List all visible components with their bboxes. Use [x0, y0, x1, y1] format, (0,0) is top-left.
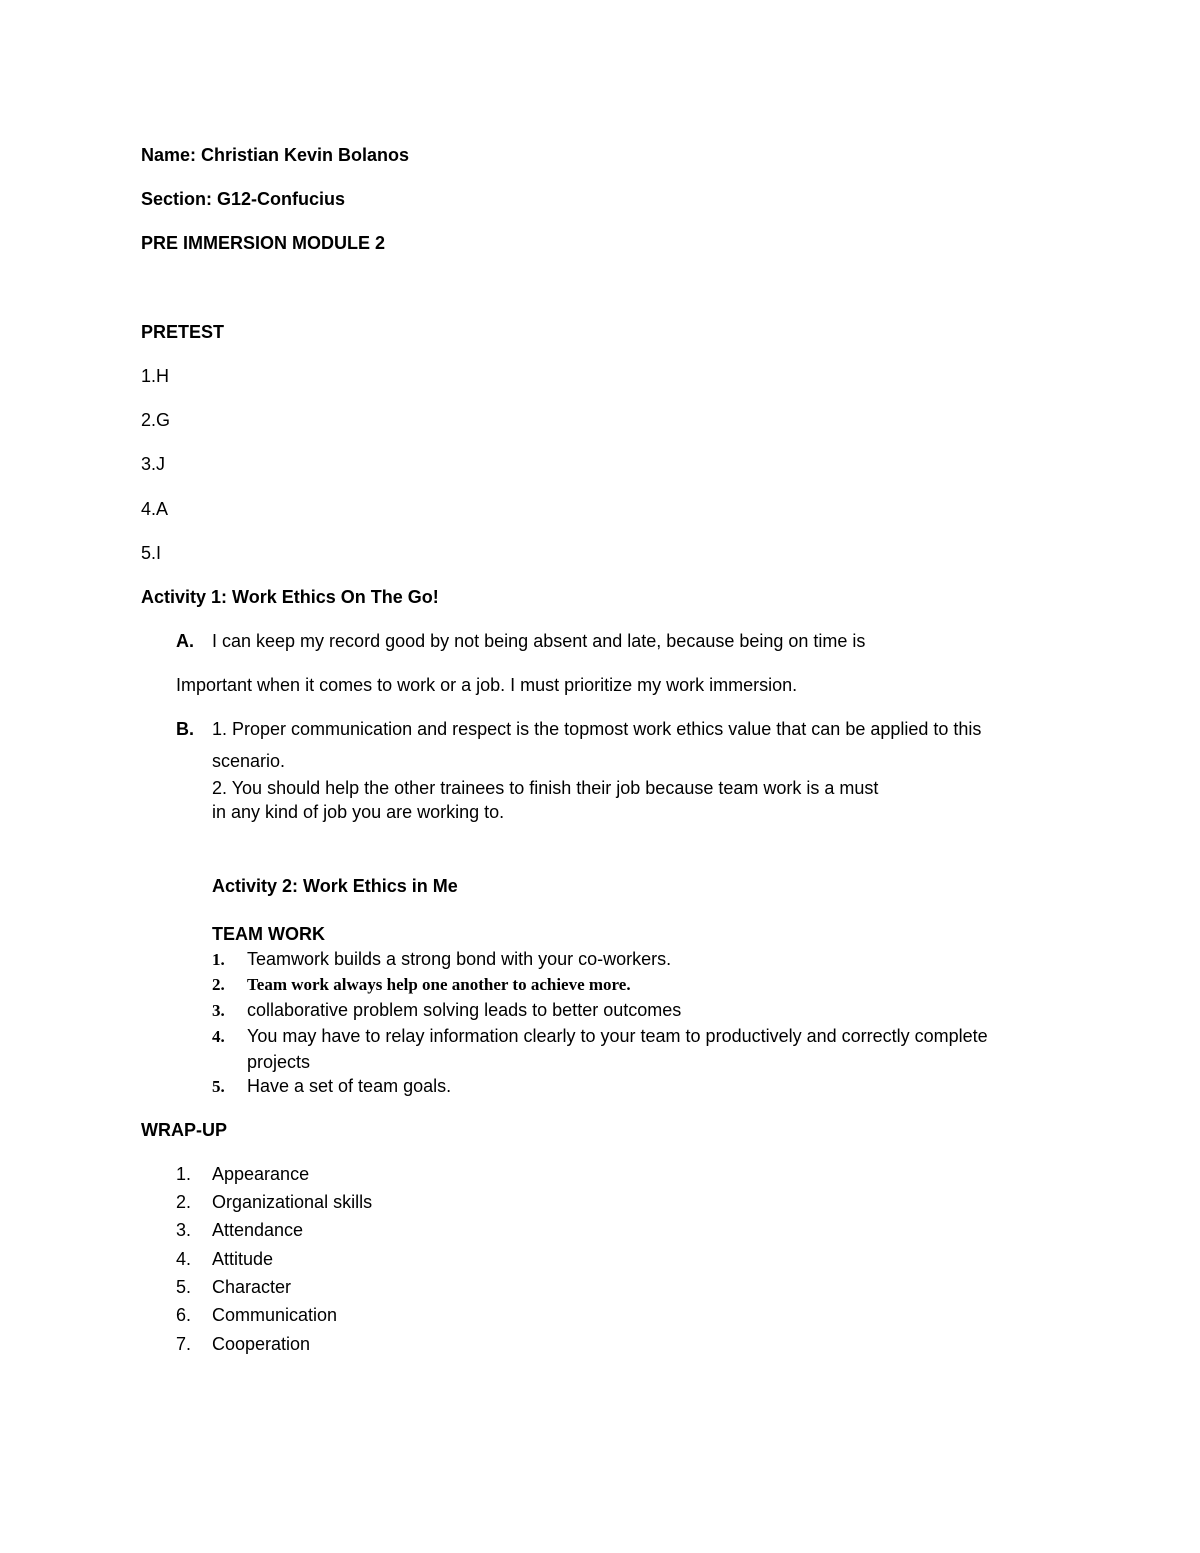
activity2-title: Activity 2: Work Ethics in Me	[212, 876, 458, 896]
wrapup-title: WRAP-UP	[141, 1120, 227, 1140]
activity1-b-line2: scenario.	[212, 751, 286, 771]
activity2-subtitle: TEAM WORK	[212, 924, 325, 944]
student-name: Name: Christian Kevin Bolanos	[141, 145, 410, 165]
wrapup-item-text: Attitude	[212, 1249, 274, 1269]
module-title: PRE IMMERSION MODULE 2	[141, 233, 386, 253]
activity1-b-line3: 2. You should help the other trainees to finish their job because team work is a must	[212, 778, 879, 798]
pretest-answer-3: 3.J	[141, 454, 166, 474]
wrapup-item-text: Appearance	[212, 1164, 310, 1184]
pretest-answer-1: 1.H	[141, 366, 170, 386]
teamwork-item-number: 1.	[212, 950, 225, 969]
student-section: Section: G12-Confucius	[141, 189, 346, 209]
activity1-b-line4: in any kind of job you are working to.	[212, 802, 505, 822]
wrapup-item-text: Cooperation	[212, 1334, 311, 1354]
wrapup-item-text: Communication	[212, 1305, 338, 1325]
teamwork-item-text: collaborative problem solving leads to better outcomes	[247, 1000, 682, 1020]
teamwork-item-number: 3.	[212, 1001, 225, 1020]
teamwork-item-text-continued: projects	[247, 1052, 311, 1072]
teamwork-item-text: Team work always help one another to achieve more.	[247, 975, 631, 994]
pretest-answer-2: 2.G	[141, 410, 171, 430]
wrapup-item-text: Attendance	[212, 1220, 304, 1240]
activity1-b-marker: B.	[176, 719, 194, 739]
teamwork-item-number: 4.	[212, 1027, 225, 1046]
activity1-a-line1: I can keep my record good by not being absent and late, because being on time is	[212, 631, 866, 651]
wrapup-item-number: 7.	[176, 1334, 192, 1354]
wrapup-item-number: 3.	[176, 1220, 192, 1240]
teamwork-item-number: 2.	[212, 975, 225, 994]
wrapup-item-number: 5.	[176, 1277, 192, 1297]
wrapup-item-text: Character	[212, 1277, 292, 1297]
wrapup-item-text: Organizational skills	[212, 1192, 373, 1212]
activity1-b-line1: 1. Proper communication and respect is the topmost work ethics value that can be applied to this	[212, 719, 982, 739]
pretest-title: PRETEST	[141, 322, 225, 342]
wrapup-item-number: 4.	[176, 1249, 192, 1269]
teamwork-item-number: 5.	[212, 1077, 225, 1096]
pretest-answer-4: 4.A	[141, 499, 169, 519]
pretest-answer-5: 5.I	[141, 543, 162, 563]
activity1-title: Activity 1: Work Ethics On The Go!	[141, 587, 439, 607]
activity1-a-line2: Important when it comes to work or a job. I must prioritize my work immersion.	[176, 675, 798, 695]
wrapup-item-number: 6.	[176, 1305, 192, 1325]
teamwork-item-text: Have a set of team goals.	[247, 1076, 452, 1096]
wrapup-item-number: 2.	[176, 1192, 192, 1212]
wrapup-item-number: 1.	[176, 1164, 192, 1184]
teamwork-item-text: You may have to relay information clearly to your team to productively and correctly complete	[247, 1026, 988, 1046]
activity1-a-marker: A.	[176, 631, 194, 651]
teamwork-item-text: Teamwork builds a strong bond with your co-workers.	[247, 949, 672, 969]
